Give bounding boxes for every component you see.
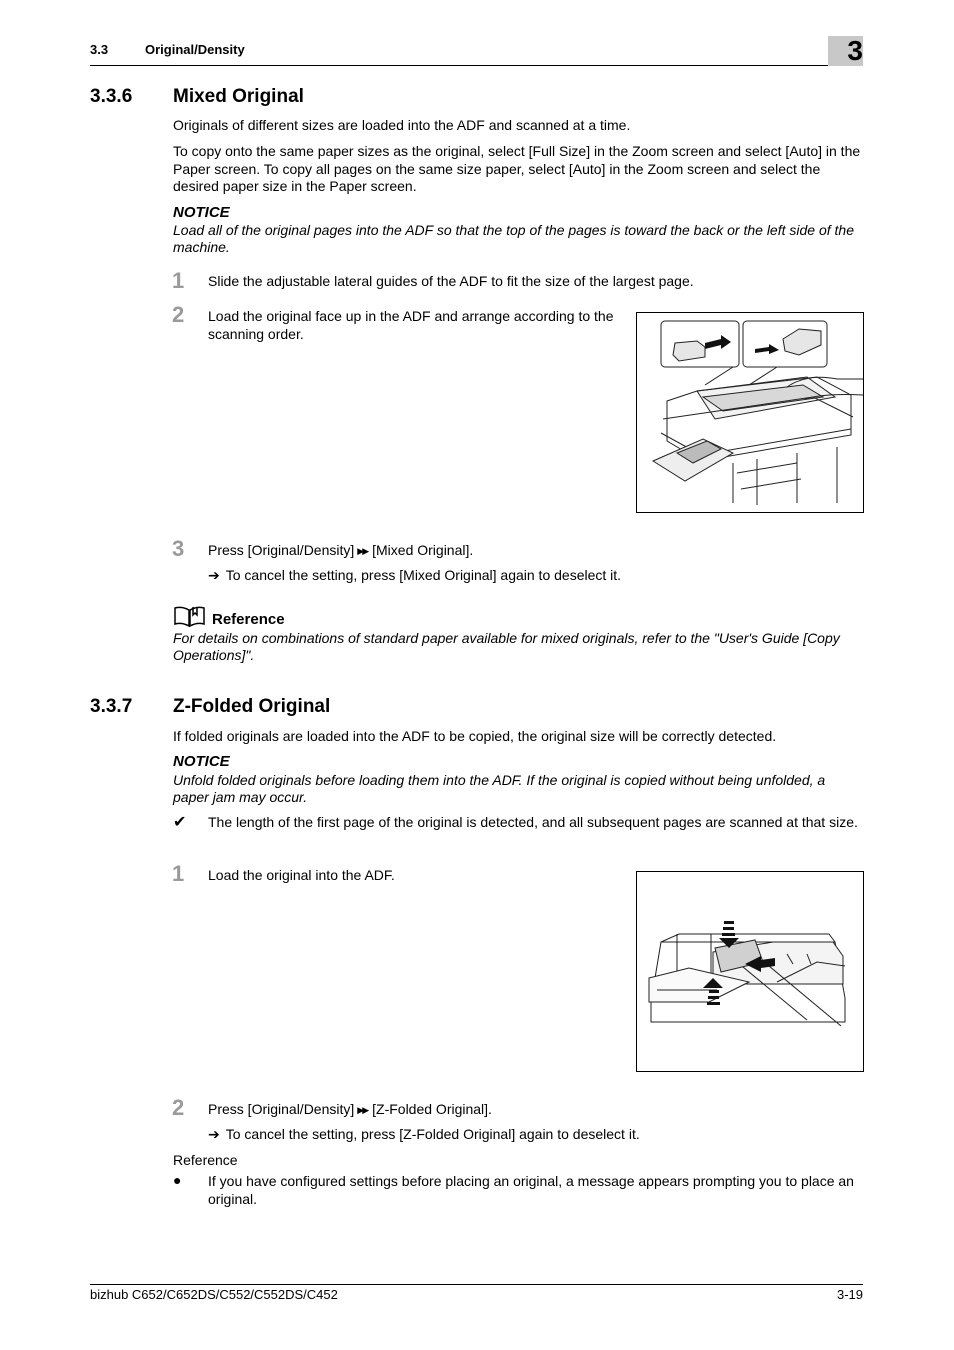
header-section-title: Original/Density	[145, 42, 245, 57]
bullet-icon: ●	[173, 1172, 182, 1188]
step-text-part: [Mixed Original].	[372, 542, 474, 558]
intro-paragraph: Originals of different sizes are loaded into the ADF and scanned at a time.	[173, 117, 631, 133]
sub-step-text: To cancel the setting, press [Z-Folded Original] again to deselect it.	[225, 1126, 640, 1142]
step-number: 2	[172, 302, 185, 327]
footer-model: bizhub C652/C652DS/C552/C552DS/C452	[90, 1287, 338, 1302]
footer-page-number: 3-19	[836, 1287, 863, 1302]
reference-label: Reference	[212, 611, 285, 628]
step-number: 2	[172, 1095, 185, 1120]
reference-text: For details on combinations of standard paper available for mixed originals, refer to the "User's Guide [Copy Operations]".	[173, 630, 840, 663]
double-right-arrow-icon: ▶▶	[357, 546, 368, 556]
condition-text: The length of the first page of the original is detected, and all subsequent pages are scanned at that size.	[208, 814, 858, 830]
section-number: 3.3.7	[90, 696, 133, 717]
right-arrow-icon: ➔	[208, 567, 220, 583]
sub-step	[208, 1126, 640, 1143]
footer-rule	[90, 1284, 863, 1285]
bullet-text: If you have configured settings before placing an original, a message appears prompting you to place an original.	[208, 1173, 854, 1207]
section-number: 3.3.6	[90, 86, 133, 107]
step-text	[208, 1100, 848, 1119]
intro-paragraph: If folded originals are loaded into the ADF to be copied, the original size will be correctly detected.	[173, 728, 777, 744]
step-number: 1	[172, 268, 185, 293]
header-section-number: 3.3	[90, 42, 109, 57]
notice-text: Unfold folded originals before loading them into the ADF. If the original is copied without being unfolded, a paper jam may occur.	[173, 772, 826, 805]
book-icon	[173, 605, 206, 627]
section-title: Mixed Original	[173, 86, 304, 107]
step-text	[208, 541, 848, 560]
header-rule	[90, 65, 863, 66]
double-right-arrow-icon: ▶▶	[357, 1105, 368, 1115]
notice-text: Load all of the original pages into the ADF so that the top of the pages is toward the back or the left side of the machine.	[173, 222, 854, 255]
load-original-illustration	[636, 871, 864, 1072]
notice-label: NOTICE	[173, 204, 230, 221]
step-number: 1	[172, 861, 185, 886]
body-paragraph: To copy onto the same paper sizes as the original, select [Full Size] in the Zoom screen and select [Auto] in the Paper screen. To copy all pages on the same size paper, select [Auto] in the Zoom screen and select the desired paper size in the Paper screen.	[173, 143, 861, 194]
step-text: Load the original face up in the ADF and arrange according to the scanning order.	[208, 308, 614, 342]
step-text-part: [Z-Folded Original].	[372, 1101, 492, 1117]
step-text: Slide the adjustable lateral guides of the ADF to fit the size of the largest page.	[208, 273, 694, 289]
step-text-part: Press [Original/Density]	[208, 542, 355, 558]
check-icon: ✔	[173, 814, 187, 831]
notice-label: NOTICE	[173, 753, 230, 770]
reference-heading: Reference	[173, 1152, 238, 1168]
step-text: Load the original into the ADF.	[208, 867, 395, 883]
right-arrow-icon: ➔	[208, 1126, 220, 1142]
chapter-number: 3	[847, 35, 863, 66]
step-number: 3	[172, 536, 185, 561]
section-title: Z-Folded Original	[173, 696, 331, 717]
step-text-part: Press [Original/Density]	[208, 1101, 355, 1117]
adf-guides-illustration	[636, 312, 864, 513]
sub-step-text: To cancel the setting, press [Mixed Original] again to deselect it.	[225, 567, 622, 583]
sub-step	[208, 567, 621, 584]
